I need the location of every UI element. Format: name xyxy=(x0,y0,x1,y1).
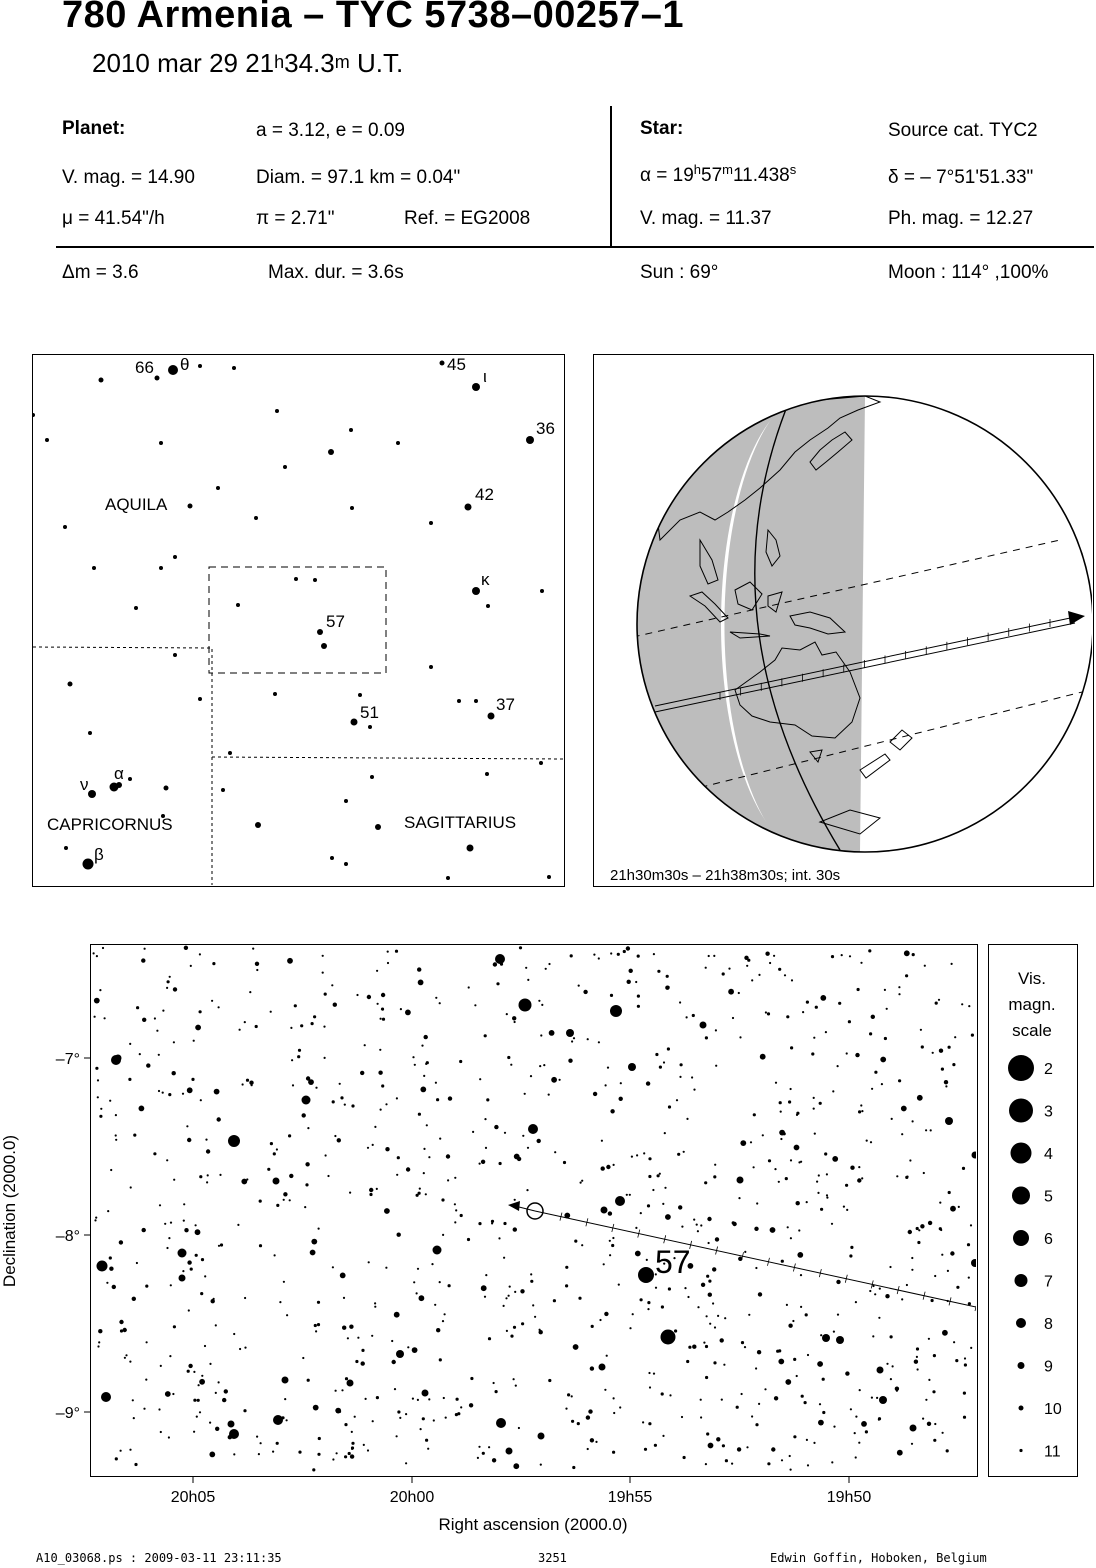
label-alpha: α xyxy=(114,764,124,783)
finder-star xyxy=(370,775,374,779)
finder-star xyxy=(358,693,362,697)
star-phmag: Ph. mag. = 12.27 xyxy=(888,208,1034,229)
label-42: 42 xyxy=(475,485,494,504)
footer-file: A10_03068.ps : 2009-03-11 23:11:35 xyxy=(36,1551,282,1565)
planet-motion: μ = 41.54"/h xyxy=(62,208,165,229)
label-37: 37 xyxy=(496,695,515,714)
finder-star xyxy=(317,629,323,635)
moon-elongation: Moon : 114° ,100% xyxy=(888,262,1049,283)
finder-star xyxy=(313,578,317,582)
finder-star xyxy=(159,566,163,570)
globe-night-side xyxy=(594,396,865,859)
y-tick-8: –8° xyxy=(55,1228,80,1245)
finder-star xyxy=(173,653,177,657)
finder-star xyxy=(540,589,544,593)
finder-chart xyxy=(32,354,565,887)
y-tick-7: –7° xyxy=(55,1051,80,1068)
sun-elongation: Sun : 69° xyxy=(640,262,719,283)
star-label: Star: xyxy=(640,118,684,139)
legend-mag-label: 8 xyxy=(1044,1316,1053,1333)
finder-star xyxy=(446,876,450,880)
label-capricornus: CAPRICORNUS xyxy=(47,815,173,834)
finder-star xyxy=(64,846,68,850)
legend-dot xyxy=(1019,1449,1022,1452)
finder-star xyxy=(275,409,279,413)
legend-dot xyxy=(1013,1230,1029,1246)
finder-star xyxy=(63,525,67,529)
star-source-catalog: Source cat. TYC2 xyxy=(888,120,1038,141)
event-datetime: 2010 mar 29 21$^h$34.3$^m$ U.T. xyxy=(92,48,404,78)
finder-star xyxy=(351,719,358,726)
globe-caption: 21h30m30s – 21h38m30s; int. 30s xyxy=(610,867,841,884)
legend-dot xyxy=(1016,1318,1026,1328)
finder-star xyxy=(474,699,478,703)
globe-svg xyxy=(594,355,1092,885)
planet-parallax: π = 2.71" xyxy=(256,208,335,229)
finder-star xyxy=(429,521,433,525)
zoom-frame xyxy=(209,567,386,673)
legend-title xyxy=(1008,969,1055,1040)
planet-label: Planet: xyxy=(62,118,126,139)
magnitude-legend xyxy=(988,944,1078,1477)
x-tick-19h50: 19h50 xyxy=(826,1489,872,1506)
legend-items xyxy=(1008,1055,1062,1461)
finder-star xyxy=(539,761,543,765)
finder-star xyxy=(330,856,334,860)
planet-reference: Ref. = EG2008 xyxy=(404,208,531,229)
planet-diameter: Diam. = 97.1 km = 0.04" xyxy=(256,167,461,188)
legend-dot xyxy=(1011,1143,1032,1164)
finder-star xyxy=(344,862,348,866)
legend-mag-label: 11 xyxy=(1044,1443,1061,1461)
max-duration: Max. dur. = 3.6s xyxy=(268,262,404,283)
label-kappa: κ xyxy=(481,570,490,589)
finder-star xyxy=(328,449,334,455)
finder-labels xyxy=(47,355,555,864)
x-tick-19h55: 19h55 xyxy=(607,1489,653,1506)
finder-star xyxy=(440,361,445,366)
finder-star xyxy=(155,376,160,381)
label-57: 57 xyxy=(326,612,345,631)
finder-star xyxy=(216,486,220,490)
label-theta: θ xyxy=(180,355,190,374)
label-36: 36 xyxy=(536,419,555,438)
legend-dot xyxy=(1019,1406,1024,1411)
finder-star xyxy=(198,364,202,368)
planet-vmag: V. mag. = 14.90 xyxy=(62,167,195,188)
legend-mag-label: 3 xyxy=(1044,1103,1053,1121)
legend-mag-label: 5 xyxy=(1044,1188,1053,1206)
info-divider xyxy=(610,106,612,246)
legend-mag-label: 2 xyxy=(1044,1061,1053,1078)
finder-star xyxy=(294,577,298,581)
finder-star xyxy=(472,383,480,391)
finder-star xyxy=(350,506,354,510)
orbit-elements: a = 3.12, e = 0.09 xyxy=(256,120,405,141)
finder-star xyxy=(321,643,327,649)
x-tick-labels xyxy=(171,1489,872,1506)
axis-ticks xyxy=(84,1058,849,1483)
label-beta: β xyxy=(94,845,104,864)
legend-title-line2: magn. xyxy=(1008,995,1056,1014)
finder-star xyxy=(159,441,163,445)
legend-mag-label: 7 xyxy=(1044,1273,1053,1291)
legend-dot xyxy=(1012,1187,1030,1205)
finder-star xyxy=(221,788,225,792)
finder-star xyxy=(375,824,381,830)
finder-star xyxy=(254,516,258,520)
constellation-boundaries xyxy=(33,647,563,885)
star-declination: δ = – 7°51'51.33" xyxy=(888,167,1034,188)
finder-star xyxy=(255,822,261,828)
finder-star xyxy=(198,697,202,701)
finder-star xyxy=(164,786,169,791)
label-nu: ν xyxy=(80,775,89,794)
finder-chart-svg xyxy=(33,355,563,885)
finder-star xyxy=(488,713,495,720)
finder-star xyxy=(457,699,461,703)
star-vmag: V. mag. = 11.37 xyxy=(640,208,772,229)
finder-star xyxy=(526,436,534,444)
finder-star xyxy=(173,555,177,559)
axes-svg xyxy=(0,930,1096,1550)
page-title: 780 Armenia – TYC 5738–00257–1 xyxy=(62,0,685,36)
finder-star xyxy=(68,682,73,687)
x-axis-label: Right ascension (2000.0) xyxy=(438,1515,628,1534)
legend-mag-label: 9 xyxy=(1044,1358,1053,1376)
finder-star xyxy=(88,731,92,735)
label-45: 45 xyxy=(447,355,466,374)
finder-star xyxy=(45,438,49,442)
legend-dot xyxy=(1009,1099,1033,1123)
magnitude-drop: Δm = 3.6 xyxy=(62,262,139,283)
finder-star xyxy=(467,845,474,852)
label-iota: ι xyxy=(483,367,487,386)
finder-star xyxy=(465,504,472,511)
legend-title-line1: Vis. xyxy=(1017,969,1047,988)
finder-star xyxy=(344,799,348,803)
finder-star xyxy=(188,504,193,509)
legend-mag-label: 10 xyxy=(1044,1401,1062,1418)
legend-title-line3: scale xyxy=(1012,1021,1052,1040)
footer-number: 3251 xyxy=(538,1551,567,1565)
y-tick-9: –9° xyxy=(55,1405,80,1422)
finder-star xyxy=(236,603,240,607)
finder-star xyxy=(88,790,96,798)
label-aquila: AQUILA xyxy=(105,495,168,514)
finder-star xyxy=(92,566,96,570)
y-tick-labels xyxy=(56,1051,80,1422)
x-tick-20h00: 20h00 xyxy=(389,1489,435,1506)
finder-star xyxy=(396,441,400,445)
finder-star xyxy=(33,413,35,417)
label-66: 66 xyxy=(135,358,154,377)
finder-star xyxy=(168,365,178,375)
highlight-star-label: 57 xyxy=(655,1244,691,1280)
finder-star xyxy=(273,692,277,696)
finder-star xyxy=(228,751,232,755)
finder-star xyxy=(99,378,104,383)
y-axis-label: Declination (2000.0) xyxy=(0,1134,19,1288)
legend-svg xyxy=(989,945,1076,1475)
finder-star xyxy=(472,587,480,595)
finder-star xyxy=(349,428,353,432)
info-rule xyxy=(56,246,1094,248)
star-right-ascension: $\alpha = 19^h57^m11.438^s$ xyxy=(640,162,797,186)
finder-star xyxy=(128,777,132,781)
x-tick-20h05: 20h05 xyxy=(170,1489,216,1506)
finder-star xyxy=(486,604,490,608)
finder-star xyxy=(368,725,372,729)
legend-mag-label: 6 xyxy=(1044,1231,1053,1248)
finder-star xyxy=(547,875,551,879)
finder-star xyxy=(232,366,236,370)
legend-dot xyxy=(1015,1274,1028,1287)
label-sagittarius: SAGITTARIUS xyxy=(404,813,517,832)
label-51: 51 xyxy=(360,703,379,722)
finder-star-field xyxy=(33,361,551,881)
footer-author: Edwin Goffin, Hoboken, Belgium xyxy=(770,1551,987,1565)
legend-dot xyxy=(1008,1055,1034,1081)
legend-mag-label: 4 xyxy=(1044,1146,1053,1163)
finder-star xyxy=(134,606,138,610)
finder-star xyxy=(83,859,94,870)
finder-star xyxy=(485,772,489,776)
finder-star xyxy=(429,665,433,669)
globe-panel xyxy=(593,354,1094,887)
finder-star xyxy=(283,465,287,469)
legend-dot xyxy=(1018,1362,1025,1369)
